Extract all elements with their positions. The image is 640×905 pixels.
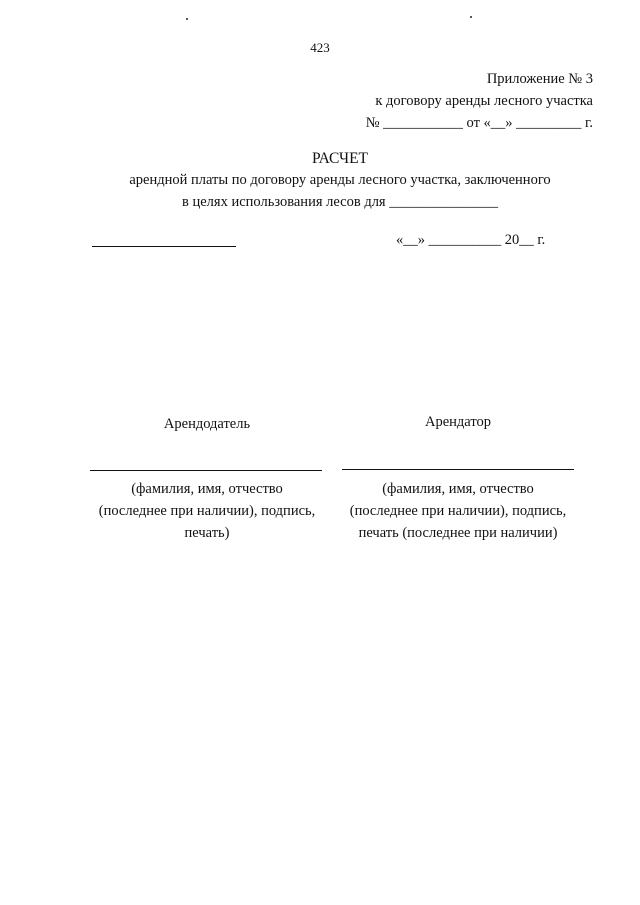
subtitle-line-2: в целях использования лесов для _______________ [182, 194, 498, 210]
scan-speck [470, 16, 472, 18]
lessee-label: Арендатор [424, 414, 491, 430]
appendix-number-date: № ___________ от «__» _________ г. [365, 115, 593, 131]
lessor-caption-line-2: (последнее при наличии), подпись, [98, 503, 316, 519]
appendix-title: Приложение № 3 [486, 71, 593, 87]
lessee-signature-caption [333, 478, 583, 544]
scan-speck [186, 18, 188, 20]
appendix-contract: к договору аренды лесного участка [375, 93, 593, 109]
lessee-caption-line-3: печать (последнее при наличии) [358, 525, 558, 541]
lessor-caption-line-3: печать) [184, 525, 230, 541]
date-line: «__» __________ 20__ г. [396, 232, 546, 248]
subtitle-line-1: арендной платы по договору аренды лесного участка, заключенного [129, 172, 551, 188]
lessee-caption-line-2: (последнее при наличии), подпись, [349, 503, 567, 519]
lessor-signature-line [90, 470, 322, 471]
place-blank-line [92, 246, 236, 247]
document-title: РАСЧЕТ [311, 150, 369, 167]
lessor-label: Арендодатель [163, 416, 251, 432]
page-number: 423 [310, 40, 330, 55]
lessor-signature-caption [82, 478, 332, 544]
lessor-caption-line-1: (фамилия, имя, отчество [131, 481, 283, 497]
lessee-signature-line [342, 469, 574, 470]
lessee-caption-line-1: (фамилия, имя, отчество [382, 481, 534, 497]
